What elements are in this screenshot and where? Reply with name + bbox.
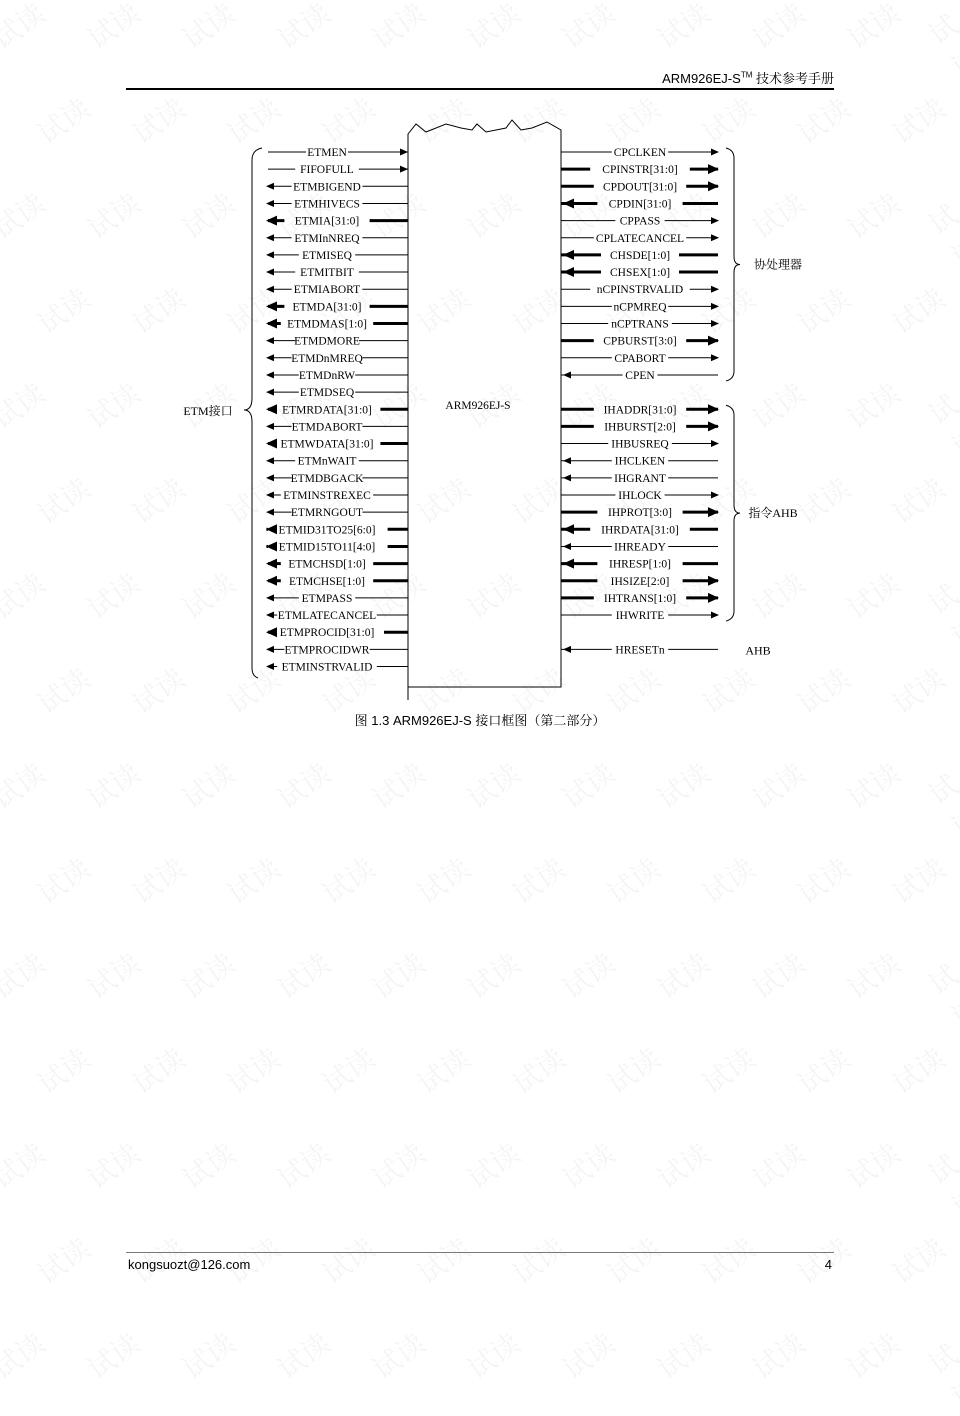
watermark-text [649, 1133, 718, 1198]
arrow-right-icon [708, 593, 719, 603]
watermark-text [29, 1038, 98, 1103]
watermark-text [174, 943, 243, 1008]
watermark-text [409, 1228, 478, 1293]
arrow-left-icon [266, 286, 274, 293]
arrow-right-icon [711, 612, 719, 619]
signal-label: ETMCHSD[1:0] [288, 558, 366, 571]
watermark-text [554, 1133, 623, 1198]
watermark-text [364, 1323, 433, 1388]
signal-label: CPPASS [619, 215, 661, 228]
signal-label: ETMIABORT [293, 284, 361, 297]
arrow-left-icon [563, 646, 571, 653]
arrow-right-icon [711, 320, 719, 327]
watermark-text [504, 1038, 573, 1103]
watermark-text [364, 753, 433, 818]
signal-label: CPEN [625, 369, 655, 382]
signal-label: ETMINSTREXEC [283, 490, 371, 502]
watermark-text [314, 848, 383, 913]
header-title-prefix: ARM926EJ-S [662, 71, 741, 86]
arrow-left-icon [266, 457, 274, 464]
arrow-right-icon [708, 576, 719, 586]
right-group-label: AHB [745, 643, 771, 658]
right-group-brace [726, 405, 740, 621]
arrow-left-icon [266, 319, 277, 329]
signal-label: ETMnWAIT [297, 455, 357, 468]
watermark-text [599, 848, 668, 913]
arrow-left-icon [266, 389, 274, 396]
watermark-text [694, 1228, 763, 1293]
arrow-left-icon [266, 576, 277, 586]
watermark-text [29, 848, 98, 913]
watermark-text [744, 753, 813, 818]
watermark-text [219, 848, 288, 913]
signal-label: ETMISEQ [302, 249, 352, 262]
signal-label: ETMBIGEND [293, 181, 361, 194]
signal-label: ETMPROCIDWR [284, 644, 370, 657]
watermark-text [0, 753, 52, 818]
watermark-text [314, 1228, 383, 1293]
watermark-text [744, 1133, 813, 1198]
watermark-text [504, 1228, 573, 1293]
arrow-left-icon [266, 269, 274, 276]
arrow-right-icon [708, 164, 719, 174]
arrow-left-icon [563, 524, 574, 534]
page-number: 4 [824, 1257, 832, 1272]
arrow-left-icon [266, 646, 274, 653]
arrow-left-icon [266, 251, 274, 258]
arrow-right-icon [708, 336, 719, 346]
watermark-text [789, 1038, 858, 1103]
signal-label: ETMLATECANCEL [277, 610, 377, 623]
signal-label: CHSDE[1:0] [609, 249, 671, 262]
signal-label: ETMDSEQ [299, 387, 355, 400]
watermark-text [409, 1038, 478, 1103]
watermark-text [920, 1144, 960, 1226]
arrow-left-icon [266, 404, 277, 414]
arrow-left-icon [563, 267, 574, 277]
watermark-text [504, 848, 573, 913]
watermark-text [920, 764, 960, 846]
signal-label: ETMDABORT [291, 421, 363, 434]
watermark-text [269, 753, 338, 818]
header-title-suffix: 技术参考手册 [752, 71, 834, 86]
signal-label: ETMDBGACK [290, 472, 364, 485]
watermark-text [29, 1228, 98, 1293]
trademark-mark: TM [740, 70, 753, 80]
watermark-text [554, 1323, 623, 1388]
watermark-text [79, 753, 148, 818]
watermark-text [0, 943, 52, 1008]
arrow-left-icon [266, 354, 274, 361]
signal-label: ETMRNGOUT [290, 507, 364, 520]
signal-label: ETMDnRW [298, 369, 356, 382]
arrow-right-icon [400, 166, 408, 173]
signal-label: CPDIN[31:0] [608, 198, 672, 211]
watermark-text [124, 848, 193, 913]
watermark-text [599, 1038, 668, 1103]
arrow-right-icon [711, 234, 719, 241]
arrow-left-icon [266, 371, 274, 378]
arrow-right-icon [708, 404, 719, 414]
watermark-text [649, 753, 718, 818]
watermark-text [364, 943, 433, 1008]
arrow-left-icon [563, 371, 571, 378]
arrow-right-icon [708, 507, 719, 517]
arrow-right-icon [711, 217, 719, 224]
signal-label: IHPROT[3:0] [608, 507, 672, 520]
signal-label: ETMID31TO25[6:0] [278, 524, 376, 537]
signal-label: HRESETn [615, 644, 665, 657]
watermark-text [459, 1323, 528, 1388]
signal-label: CPLATECANCEL [595, 232, 685, 245]
signal-label: IHADDR[31:0] [603, 404, 677, 417]
watermark-text [79, 1323, 148, 1388]
watermark-text [0, 1323, 52, 1388]
signal-label: ETMID15TO11[4:0] [278, 541, 376, 554]
arrow-left-icon [266, 612, 274, 619]
signal-label: ETMWDATA[31:0] [280, 438, 374, 451]
arrow-left-icon [563, 198, 574, 208]
watermark-text [364, 1133, 433, 1198]
signal-label: IHLOCK [618, 490, 662, 502]
arrow-right-icon [711, 149, 719, 156]
figure-caption: 图 1.3 ARM926EJ-S 接口框图（第二部分） [354, 713, 606, 728]
signal-label: nCPTRANS [611, 318, 669, 331]
arrow-left-icon [266, 509, 274, 516]
watermark-text [314, 1038, 383, 1103]
arrow-left-icon [266, 234, 274, 241]
watermark-text [920, 1334, 960, 1416]
signal-label: ETMPASS [301, 592, 353, 605]
right-group-label: 协处理器 [753, 257, 803, 272]
arrow-left-icon [266, 439, 277, 449]
watermark-text [174, 753, 243, 818]
watermark-text [744, 1323, 813, 1388]
signal-label: ETMEN [307, 147, 347, 159]
watermark-text [554, 943, 623, 1008]
arrow-left-icon [266, 524, 277, 534]
watermark-text [649, 943, 718, 1008]
core-block-label: ARM926EJ-S [445, 400, 511, 412]
arrow-left-icon [266, 183, 274, 190]
interface-block-diagram [0, 0, 960, 700]
watermark-text [79, 1133, 148, 1198]
watermark-text [269, 1323, 338, 1388]
signal-label: IHSIZE[2:0] [610, 575, 670, 588]
signal-label: IHRDATA[31:0] [601, 524, 679, 537]
arrow-left-icon [266, 337, 274, 344]
watermark-text [789, 1228, 858, 1293]
watermark-text [884, 848, 953, 913]
footer-rule [126, 1252, 834, 1253]
watermark-text [269, 1133, 338, 1198]
arrow-left-icon [266, 627, 277, 637]
watermark-text [174, 1133, 243, 1198]
arrow-left-icon [563, 474, 571, 481]
signal-label: CHSEX[1:0] [609, 267, 671, 280]
signal-label: CPCLKEN [613, 147, 667, 159]
signal-label: ETMHIVECS [294, 198, 360, 211]
watermark-text [694, 848, 763, 913]
watermark-text [839, 943, 908, 1008]
signal-label: ETMDMORE [294, 335, 360, 348]
signal-label: ETMIA[31:0] [294, 215, 360, 228]
right-group-brace [726, 148, 740, 381]
arrow-right-icon [711, 354, 719, 361]
footer-email: kongsuozt@126.com [128, 1257, 251, 1272]
watermark-text [269, 943, 338, 1008]
arrow-left-icon [266, 474, 274, 481]
arrow-left-icon [266, 200, 274, 207]
arrow-left-icon [266, 216, 277, 226]
signal-label: ETMPROCID[31:0] [279, 627, 375, 640]
arrow-left-icon [266, 423, 274, 430]
signal-label: ETMDMAS[1:0] [287, 318, 367, 331]
watermark-text [839, 1323, 908, 1388]
arrow-left-icon [266, 559, 277, 569]
watermark-text [884, 1038, 953, 1103]
watermark-text [409, 848, 478, 913]
arrow-left-icon [563, 543, 571, 550]
arrow-left-icon [563, 559, 574, 569]
arrow-right-icon [400, 149, 408, 156]
arrow-left-icon [266, 301, 277, 311]
arrow-left-icon [266, 663, 274, 670]
watermark-text [789, 848, 858, 913]
signal-label: IHGRANT [614, 472, 666, 485]
left-group-brace [244, 148, 262, 678]
arrow-right-icon [711, 440, 719, 447]
signal-label: CPDOUT[31:0] [602, 181, 678, 194]
arrow-left-icon [266, 541, 277, 551]
arrow-left-icon [266, 594, 274, 601]
signal-label: ETMITBIT [300, 267, 354, 280]
right-group-label: 指令AHB [748, 506, 798, 521]
signal-label: ETMINSTRVALID [281, 661, 373, 674]
arrow-left-icon [563, 457, 571, 464]
watermark-text [0, 1133, 52, 1198]
arrow-right-icon [711, 286, 719, 293]
watermark-text [884, 1228, 953, 1293]
watermark-text [839, 1133, 908, 1198]
watermark-text [599, 1228, 668, 1293]
signal-label: nCPMREQ [613, 301, 667, 314]
signal-label: ETMDA[31:0] [292, 301, 362, 314]
watermark-text [219, 1038, 288, 1103]
signal-label: CPINSTR[31:0] [602, 164, 678, 177]
watermark-text [79, 943, 148, 1008]
signal-label: IHWRITE [615, 610, 665, 623]
watermark-text [174, 1323, 243, 1388]
signal-label: ETMInNREQ [294, 232, 360, 245]
arrow-left-icon [266, 492, 274, 499]
signal-label: IHCLKEN [614, 455, 666, 468]
watermark-text [459, 943, 528, 1008]
signal-label: FIFOFULL [300, 164, 354, 177]
arrow-left-icon [563, 250, 574, 260]
signal-label: IHTRANS[1:0] [603, 592, 677, 605]
arrow-right-icon [708, 421, 719, 431]
watermark-text [554, 753, 623, 818]
watermark-text [459, 1133, 528, 1198]
watermark-text [744, 943, 813, 1008]
signal-label: CPBURST[3:0] [603, 335, 677, 348]
arrow-right-icon [711, 492, 719, 499]
arrow-right-icon [711, 303, 719, 310]
watermark-text [839, 753, 908, 818]
signal-label: IHRESP[1:0] [609, 558, 671, 571]
signal-label: nCPINSTRVALID [596, 284, 684, 297]
signal-label: IHREADY [614, 541, 666, 554]
signal-label: CPABORT [614, 352, 666, 365]
watermark-text [920, 954, 960, 1036]
signal-label: ETMDnMREQ [291, 352, 363, 365]
arrow-right-icon [708, 181, 719, 191]
watermark-text [459, 753, 528, 818]
signal-label: IHBURST[2:0] [604, 421, 676, 434]
watermark-text [124, 1038, 193, 1103]
left-group-label: ETM接口 [183, 404, 233, 418]
watermark-text [694, 1038, 763, 1103]
watermark-text [649, 1323, 718, 1388]
signal-label: ETMRDATA[31:0] [282, 404, 372, 417]
signal-label: IHBUSREQ [611, 438, 669, 451]
signal-label: ETMCHSE[1:0] [288, 575, 366, 588]
